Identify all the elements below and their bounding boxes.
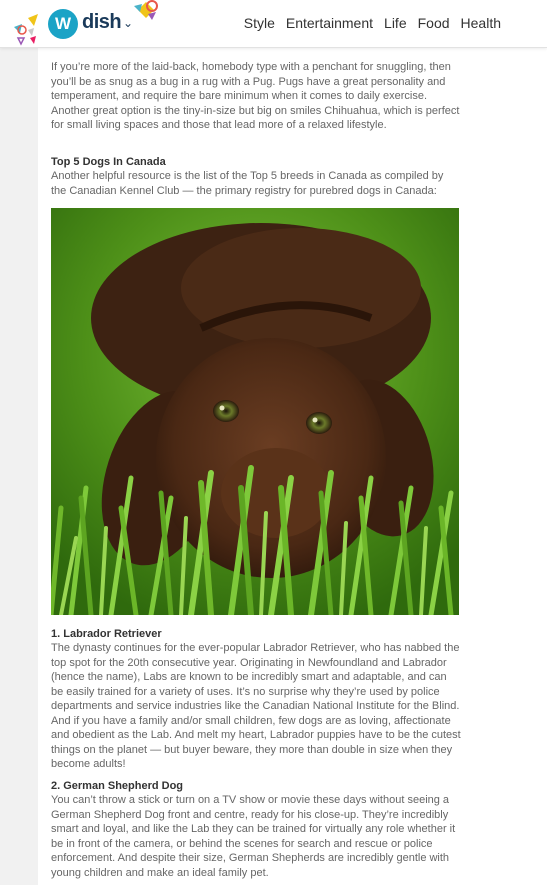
- section-heading-top5: Top 5 Dogs In Canada: [51, 156, 166, 168]
- german-shepherd-paragraph: You can’t throw a stick or turn on a TV show or movie these days without seeing a German Shepherd Dog front and centre, ready for his close-up. They’re incredibly smart and loyal, and like the Lab they can be trained for virtually any role whether it be in front of the camera, or behind the scenes for search and rescue or police enforcement. And despite their size, German Shepherds are incredibly gentle with young children and make an ideal family pet.: [51, 794, 456, 879]
- logo-text[interactable]: dish: [82, 11, 122, 33]
- left-sidebar: [0, 47, 38, 885]
- nav-life[interactable]: Life: [384, 15, 407, 31]
- section-heading-labrador: 1. Labrador Retriever: [51, 628, 162, 640]
- main-nav: [233, 14, 501, 32]
- section-heading-german-shepherd: 2. German Shepherd Dog: [51, 780, 184, 792]
- nav-style[interactable]: Style: [243, 15, 275, 31]
- nav-entertainment[interactable]: Entertainment: [285, 15, 374, 31]
- top5-paragraph: Another helpful resource is the list of the Top 5 breeds in Canada as compiled by the Canadian Kennel Club — the primary registry for purebred dogs in Canada:: [51, 170, 444, 197]
- site-header: [0, 0, 547, 48]
- labrador-paragraph: The dynasty continues for the ever-popular Labrador Retriever, who has nabbed the top spot for the 20th consecutive year. Originating in Newfoundland and Labrador (hence the name), Labs are known to be incredibly smart and adaptable, and can be easily trained for a variety of uses. It’s no surprise why they’re used by police departments and service industries like the Canadian National Institute for the Blind. And if you have a family and/or small children, few dogs are as loving, affectionate and obedient as the Lab. And melt my heart, Labrador puppies have to be the cutest things on the planet — but buyer beware, they more than double in size when they become adults!: [51, 642, 461, 770]
- nav-health[interactable]: Health: [460, 15, 501, 31]
- puppy-image: [51, 208, 459, 615]
- chevron-down-icon[interactable]: ⌄: [123, 16, 134, 30]
- logo-icon[interactable]: W: [48, 9, 78, 39]
- intro-paragraph: If you’re more of the laid-back, homebody type with a penchant for snuggling, then you’ll be as snug as a bug in a rug with a Pug. Pugs have a great personality and temperament, and require the bare minimum when it comes to daily exercise. Another great option is the tiny-in-size but big on smiles Chihuahua, which is perfect for small living spaces and those that lead more of a relaxed lifestyle.: [51, 61, 460, 131]
- puppy-photo: [51, 208, 459, 615]
- nav-food[interactable]: Food: [417, 15, 450, 31]
